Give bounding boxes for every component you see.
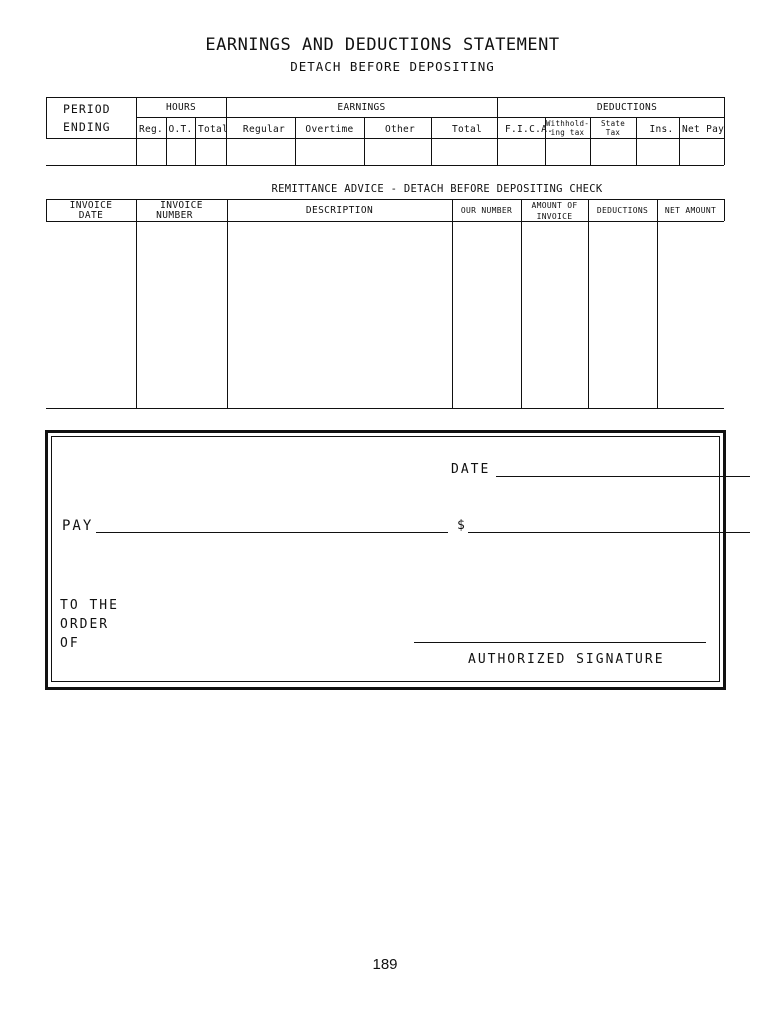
payee-label — [60, 596, 119, 653]
dollar-label: $ — [457, 518, 467, 533]
invoice-date-line-1: INVOICE — [69, 200, 113, 211]
state-tax-line-2: Tax — [605, 128, 621, 137]
pay-label: PAY — [62, 518, 94, 534]
to-the-label: TO THE — [60, 598, 119, 613]
total-earnings-header: Total — [451, 124, 483, 135]
period-label: PERIOD — [63, 102, 111, 116]
of-label: OF — [60, 636, 80, 651]
invoice-number-line-1: INVOICE — [160, 200, 203, 211]
remittance-table — [0, 0, 770, 420]
order-label: ORDER — [60, 617, 110, 632]
our-number-header: OUR NUMBER — [460, 206, 513, 215]
state-tax-line-1: State — [600, 119, 626, 128]
description-header: DESCRIPTION — [305, 205, 374, 216]
withholding-line-1: Withhold- — [545, 119, 590, 128]
other-earnings-header: Other — [384, 124, 416, 135]
ot-hours-header: O.T. — [168, 124, 193, 135]
ending-label: ENDING — [63, 120, 111, 134]
net-pay-header: Net Pay — [682, 124, 725, 135]
authorized-signature-label: AUTHORIZED SIGNATURE — [468, 652, 665, 667]
total-hours-header: Total — [198, 124, 229, 135]
amount-line[interactable] — [468, 532, 750, 533]
invoice-number-header — [136, 201, 227, 221]
invoice-number-line-2: NUMBER — [156, 210, 193, 221]
hours-header: HOURS — [165, 102, 197, 113]
check-inner-border — [51, 436, 720, 682]
regular-earnings-header: Regular — [242, 124, 286, 135]
date-line[interactable] — [496, 476, 750, 477]
deductions-header: DEDUCTIONS — [596, 102, 658, 113]
earnings-header: EARNINGS — [337, 102, 386, 113]
withholding-line-2: ing tax — [550, 128, 585, 137]
statement-title: EARNINGS AND DEDUCTIONS STATEMENT — [205, 35, 560, 55]
amount-of-invoice-header — [521, 200, 588, 222]
deductions-column-header: DEDUCTIONS — [596, 206, 649, 215]
statement-subtitle: DETACH BEFORE DEPOSITING — [290, 59, 495, 74]
amount-line-2: INVOICE — [536, 212, 573, 221]
invoice-date-line-2: DATE — [78, 210, 104, 221]
signature-line[interactable] — [414, 642, 706, 643]
date-label: DATE — [451, 462, 491, 477]
fica-header: F.I.C.A. — [505, 124, 554, 135]
pay-line[interactable] — [96, 532, 448, 533]
amount-line-1: AMOUNT OF — [531, 201, 578, 210]
insurance-header: Ins. — [649, 124, 674, 135]
page-number: 189 — [372, 956, 398, 973]
net-amount-header: NET AMOUNT — [664, 206, 717, 215]
overtime-earnings-header: Overtime — [305, 124, 354, 135]
remittance-title: REMITTANCE ADVICE - DETACH BEFORE DEPOSITING CHECK — [271, 183, 603, 195]
reg-hours-header: Reg. — [138, 124, 164, 135]
